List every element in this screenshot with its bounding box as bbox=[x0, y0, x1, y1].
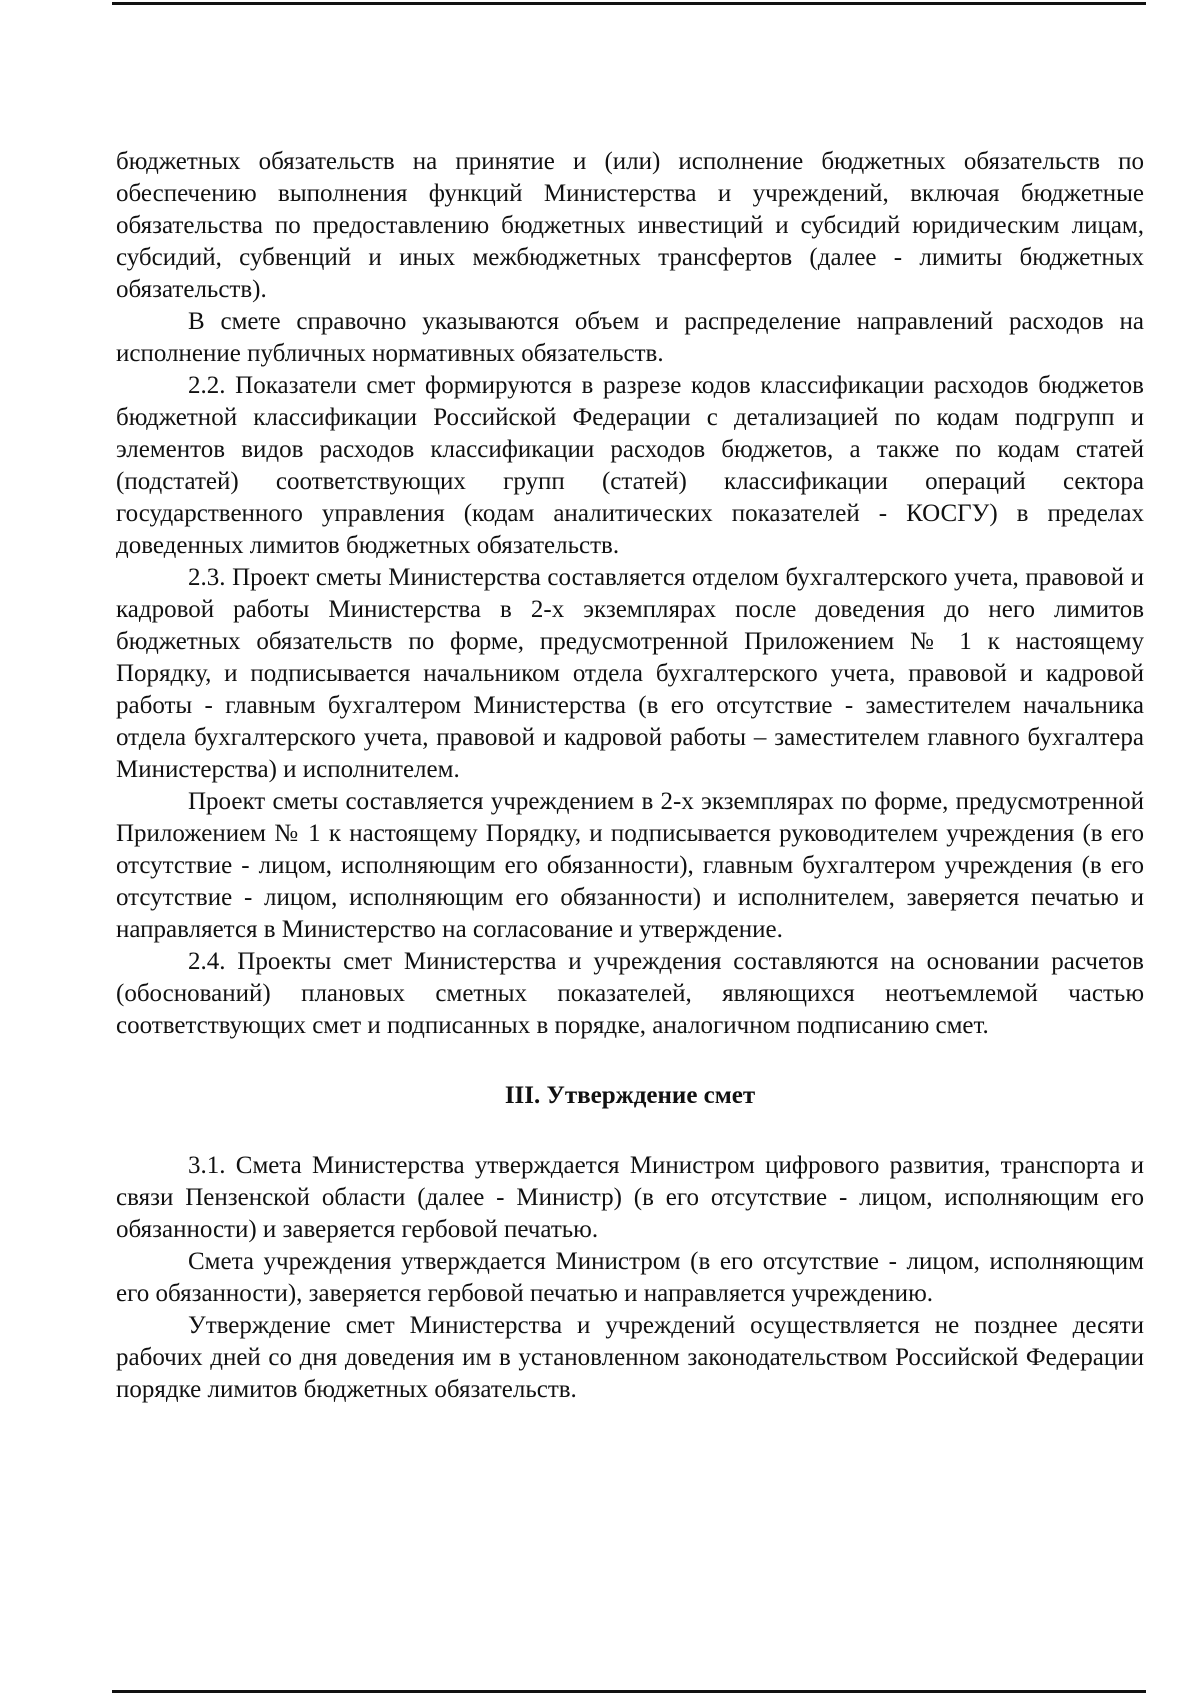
paragraph-3-1: 3.1. Смета Министерства утверждается Министром цифрового развития, транспорта и связи Пензенской области (далее - Министр) (в его отсутствие - лицом, исполняющим его обязанности) и заверяется гербовой печатью. bbox=[116, 1152, 1144, 1243]
paragraph: Смета учреждения утверждается Министром (в его отсутствие - лицом, исполняющим его обязанности), заверяется гербовой печатью и направляется учреждению. bbox=[116, 1248, 1144, 1307]
header-rule bbox=[112, 2, 1146, 5]
paragraph-2-2: 2.2. Показатели смет формируются в разрезе кодов классификации расходов бюджетов бюджетной классификации Российской Федерации с детализацией по кодам подгрупп и элементов видов расходов классификации расходов бюджетов, а также по кодам статей (подстатей) соответствующих групп (статей) классификации операций сектора государственного управления (кодам аналитических показателей - КОСГУ) в пределах доведенных лимитов бюджетных обязательств. bbox=[116, 372, 1144, 559]
paragraph-2-3: 2.3. Проект сметы Министерства составляется отделом бухгалтерского учета, правовой и кадровой работы Министерства в 2-х экземплярах после доведения до него лимитов бюджетных обязательств по форме, предусмотренной Приложением № 1 к настоящему Порядку, и подписывается начальником отдела бухгалтерского учета, правовой и кадровой работы - главным бухгалтером Министерства (в его отсутствие - заместителем начальника отдела бухгалтерского учета, правовой и кадровой работы – заместителем главного бухгалтера Министерства) и исполнителем. bbox=[116, 564, 1144, 783]
paragraph-2-4: 2.4. Проекты смет Министерства и учреждения составляются на основании расчетов (обоснований) плановых сметных показателей, являющихся неотъемлемой частью соответствующих смет и подписанных в порядке, аналогичном подписанию смет. bbox=[116, 948, 1144, 1039]
paragraph: В смете справочно указываются объем и распределение направлений расходов на исполнение публичных нормативных обязательств. bbox=[116, 308, 1144, 367]
document-body bbox=[116, 146, 1144, 1406]
paragraph: Проект сметы составляется учреждением в 2-х экземплярах по форме, предусмотренной Приложением № 1 к настоящему Порядку, и подписывается руководителем учреждения (в его отсутствие - лицом, исполняющим его обязанности), главным бухгалтером учреждения (в его отсутствие - лицом, исполняющим его обязанности) и исполнителем, заверяется печатью и направляется в Министерство на согласование и утверждение. bbox=[116, 788, 1144, 943]
footer-rule bbox=[112, 1690, 1146, 1693]
paragraph: Утверждение смет Министерства и учреждений осуществляется не позднее десяти рабочих дней со дня доведения им в установленном законодательством Российской Федерации порядке лимитов бюджетных обязательств. bbox=[116, 1312, 1144, 1403]
section-title: III. Утверждение смет bbox=[504, 1082, 756, 1109]
paragraph: бюджетных обязательств на принятие и (или) исполнение бюджетных обязательств по обеспечению выполнения функций Министерства и учреждений, включая бюджетные обязательства по предоставлению бюджетных инвестиций и субсидий юридическим лицам, субсидий, субвенций и иных межбюджетных трансфертов (далее - лимиты бюджетных обязательств). bbox=[116, 148, 1144, 303]
